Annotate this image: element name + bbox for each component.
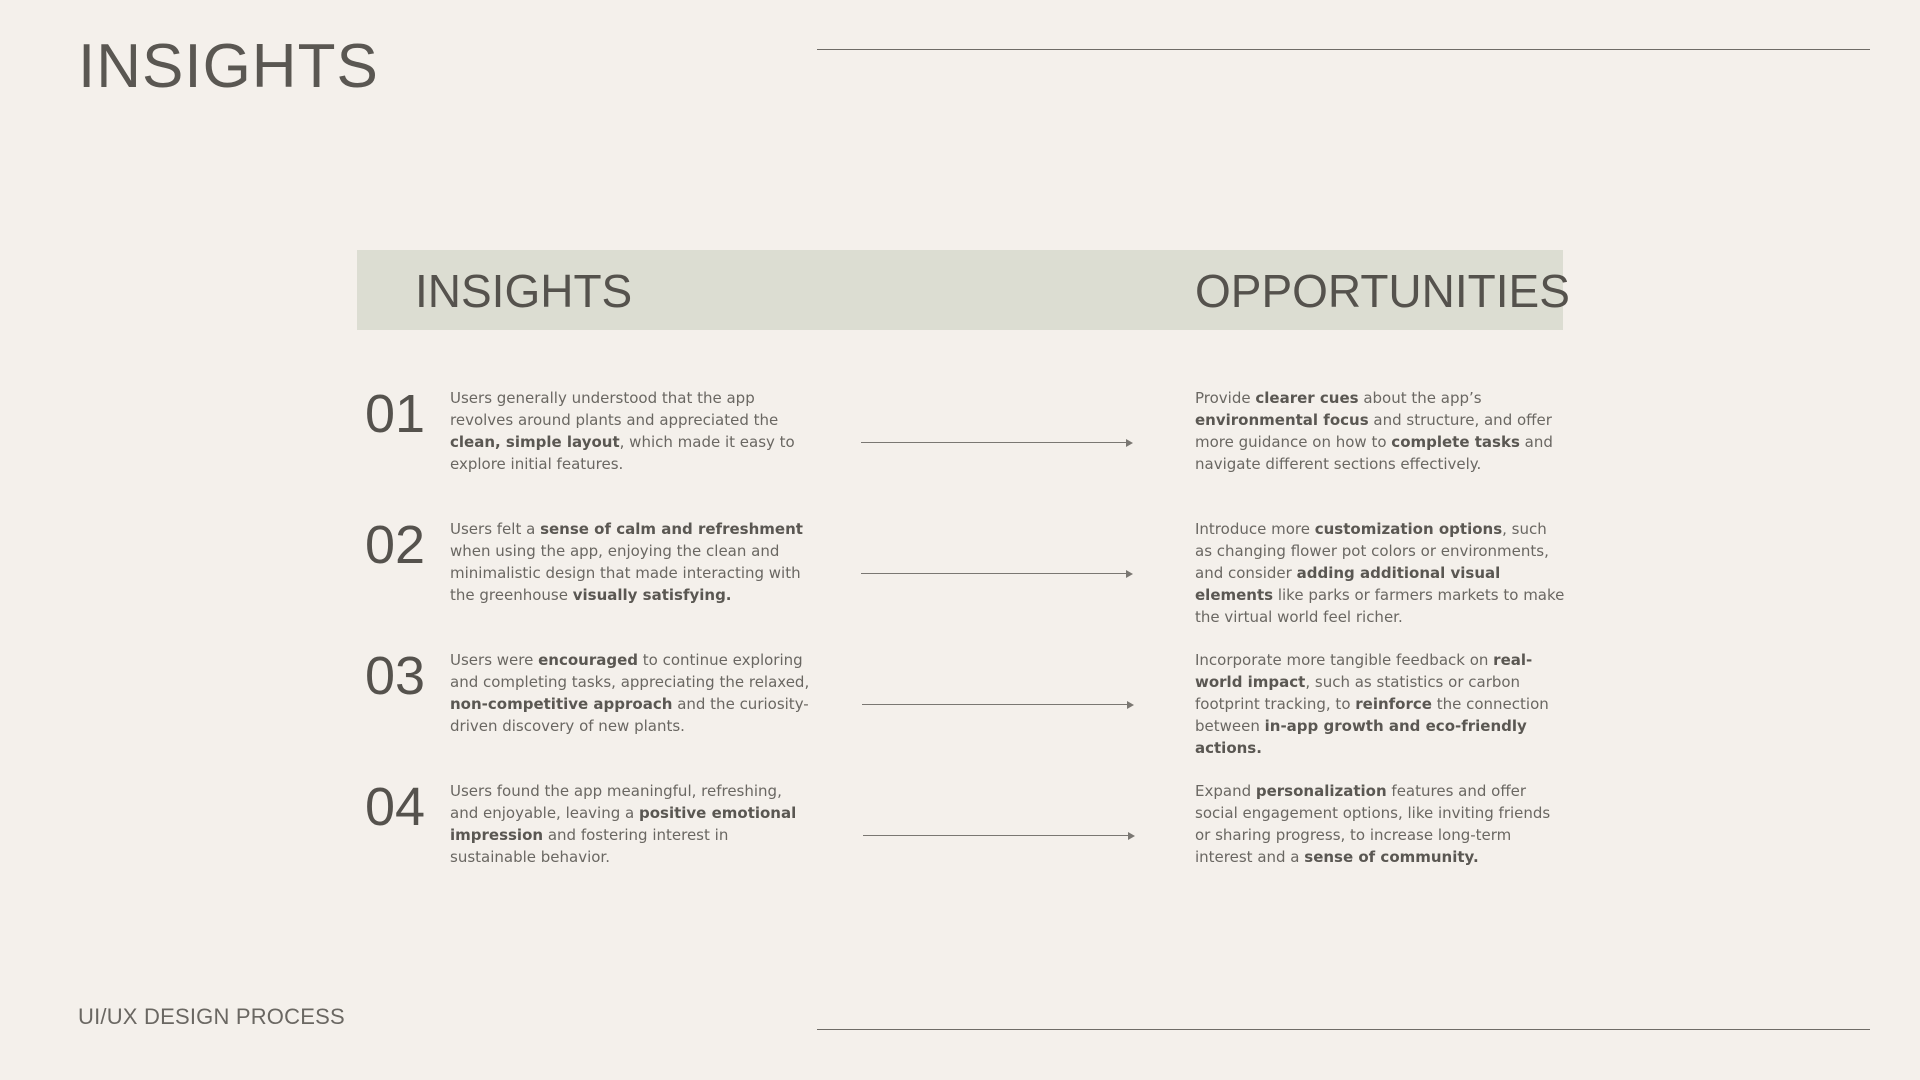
opportunity-segment: Incorporate more tangible feedback on [1195,651,1494,669]
opportunity-text [1195,649,1565,759]
right-arrow-icon [861,569,1133,579]
opportunity-segment: , such as statistics or carbon footprint tracking, to [1195,673,1521,713]
insight-row [357,384,1563,507]
insight-segment: Users found the app meaningful, refreshing, and enjoyable, leaving a [450,782,782,822]
insight-row [357,777,1563,900]
opportunity-text [1195,387,1565,475]
opportunity-segment: the connection between [1195,695,1549,735]
insight-segment: to continue exploring and completing tasks, appreciating the relaxed, [450,651,810,691]
top-divider [817,49,1870,50]
table-header [357,250,1570,330]
opportunity-segment: Expand [1195,782,1256,800]
insight-segment: and fostering interest in sustainable behavior. [450,826,729,866]
insight-text [450,518,810,606]
insight-emphasis: clean, simple layout [450,433,620,451]
insight-segment: when using the app, enjoying the clean and minimalistic design that made interacting with the greenhouse [450,542,801,604]
opportunity-text [1195,518,1565,628]
insight-emphasis: sense of calm and refreshment [540,520,803,538]
opportunity-emphasis: complete tasks [1391,433,1520,451]
insight-segment: Users were [450,651,539,669]
right-arrow-icon [862,700,1134,710]
insight-segment: Users generally understood that the app revolves around plants and appreciated the [450,389,779,429]
opportunity-segment: Provide [1195,389,1256,407]
footer-label: UI/UX DESIGN PROCESS [78,1004,345,1029]
opportunity-segment: and navigate different sections effectively. [1195,433,1553,473]
opportunity-segment: features and offer social engagement options, like inviting friends or sharing progress, to increase long-term interest and a [1195,782,1551,866]
insight-emphasis: encouraged [538,651,639,669]
row-number: 04 [365,777,426,837]
right-arrow-icon [863,831,1135,841]
insight-segment: and the curiosity-driven discovery of new plants. [450,695,809,735]
insight-row [357,646,1563,769]
opportunities-column-heading: OPPORTUNITIES [1195,265,1570,317]
opportunity-segment: about the app’s [1358,389,1482,407]
row-number: 03 [365,646,426,706]
insight-emphasis: positive emotional impression [450,804,797,844]
opportunity-emphasis: adding additional visual elements [1195,564,1501,604]
insight-emphasis: non-competitive approach [450,695,673,713]
opportunity-segment: Introduce more [1195,520,1315,538]
opportunity-emphasis: reinforce [1355,695,1432,713]
row-number: 01 [365,384,426,444]
insight-text [450,780,810,868]
insight-text [450,649,810,737]
opportunity-segment: and structure, and offer more guidance on how to [1195,411,1552,451]
opportunity-emphasis: environmental focus [1195,411,1369,429]
opportunity-emphasis: personalization [1255,782,1387,800]
opportunity-segment: like parks or farmers markets to make the virtual world feel richer. [1195,586,1565,626]
insight-text [450,387,810,475]
opportunity-emphasis: sense of community. [1304,848,1479,866]
opportunity-emphasis: customization options [1314,520,1503,538]
opportunity-emphasis: in-app growth and eco-friendly actions. [1195,717,1527,757]
opportunity-segment: , such as changing flower pot colors or environments, and consider [1195,520,1549,582]
page-title: INSIGHTS [78,32,379,101]
opportunity-text [1195,780,1565,868]
insights-column-heading: INSIGHTS [415,265,633,317]
insight-segment: , which made it easy to explore initial features. [450,433,795,473]
insight-segment: Users felt a [450,520,541,538]
bottom-divider [817,1029,1870,1030]
row-number: 02 [365,515,426,575]
insight-row [357,515,1565,638]
insight-emphasis: visually satisfying. [572,586,732,604]
right-arrow-icon [861,438,1133,448]
opportunity-emphasis: real-world impact [1195,651,1533,691]
opportunity-emphasis: clearer cues [1255,389,1359,407]
